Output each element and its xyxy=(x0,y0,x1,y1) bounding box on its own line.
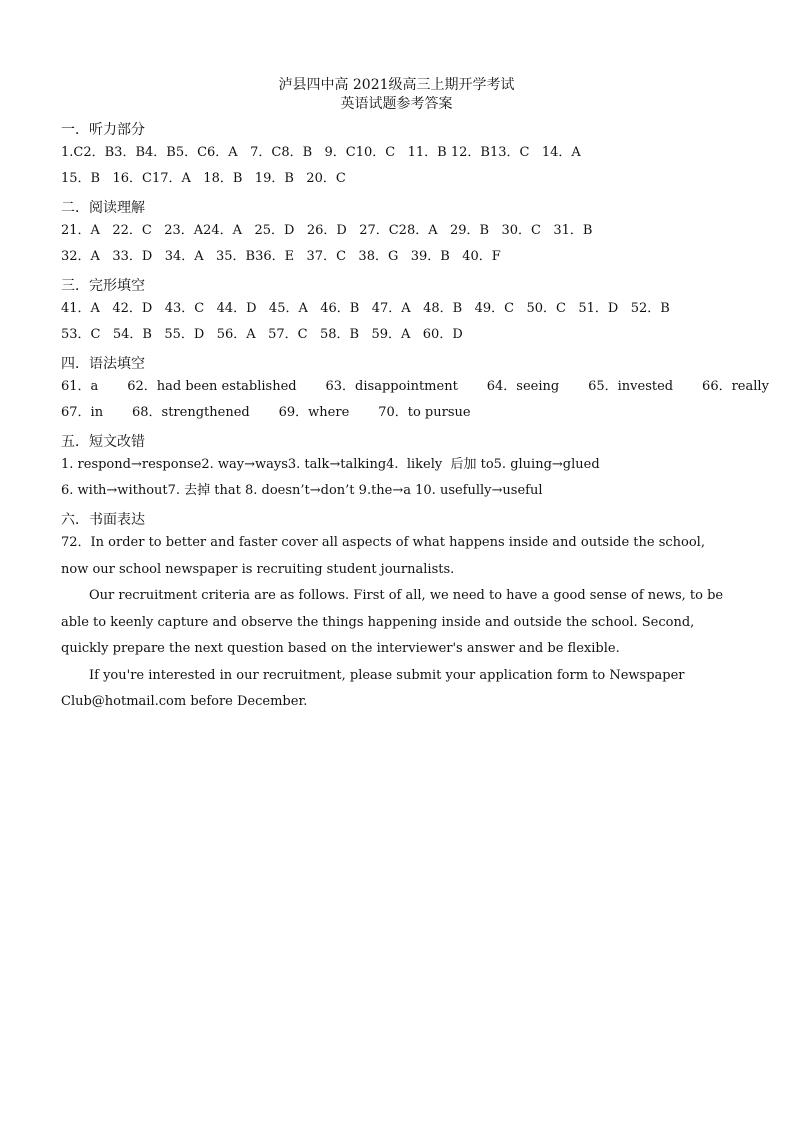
answer-line: 15．B 16．C17．A 18．B 19．B 20．C xyxy=(61,171,346,186)
section-heading: 一．听力部分 xyxy=(61,122,145,138)
answer-line: 61．a 62．had been established 63．disappointment 64．seeing 65．invested 66．really xyxy=(61,379,769,394)
section-listening xyxy=(61,120,732,192)
section-heading: 二．阅读理解 xyxy=(61,200,145,216)
section-grammar xyxy=(61,354,769,426)
title-line-2: 英语试题参考答案 xyxy=(340,96,453,112)
answer-line: 6. with→without7. 去掉 that 8. doesn’t→don’t 9.the→a 10. usefully→useful xyxy=(61,483,543,498)
section-writing xyxy=(61,510,732,716)
essay-paragraph: Our recruitment criteria are as follows. First of all, we need to have a good sense of news, to be able to keenly capture and observe the things happening inside and outside the school. Second, quickly prepare the next question based on the interviewer's answer and be flexible. xyxy=(61,588,724,656)
section-heading: 六．书面表达 xyxy=(61,512,145,528)
answer-line: 1.C2．B3．B4．B5．C6．A 7．C8．B 9．C10．C 11．B 12．B13．C 14．A xyxy=(61,145,581,160)
section-cloze xyxy=(61,276,732,348)
document-title xyxy=(61,76,732,114)
answer-line: 1. respond→response2. way→ways3. talk→talking4. likely 后加 to5. gluing→glued xyxy=(61,457,600,472)
section-heading: 五．短文改错 xyxy=(61,434,145,450)
section-reading xyxy=(61,198,732,270)
answer-line: 32．A 33．D 34．A 35．B36．E 37．C 38．G 39．B 40．F xyxy=(61,249,501,264)
essay-paragraph: If you're interested in our recruitment, please submit your application form to Newspaper Club@hotmail.com before December. xyxy=(61,667,685,709)
section-heading: 三．完形填空 xyxy=(61,278,145,294)
essay-paragraph: 72．In order to better and faster cover all aspects of what happens inside and outside the school, now our school newspaper is recruiting student journalists. xyxy=(61,535,705,577)
section-heading: 四．语法填空 xyxy=(61,356,145,372)
section-correction xyxy=(61,432,732,504)
title-line-1: 泸县四中高 2021级高三上期开学考试 xyxy=(278,77,515,93)
answer-line: 41．A 42．D 43．C 44．D 45．A 46．B 47．A 48．B 49．C 50．C 51．D 52．B xyxy=(61,301,670,316)
answer-line: 21．A 22．C 23．A24．A 25．D 26．D 27．C28．A 29．B 30．C 31．B xyxy=(61,223,593,238)
answer-line: 53．C 54．B 55．D 56．A 57．C 58．B 59．A 60．D xyxy=(61,327,463,342)
answer-line: 67．in 68．strengthened 69．where 70．to pursue xyxy=(61,405,471,420)
